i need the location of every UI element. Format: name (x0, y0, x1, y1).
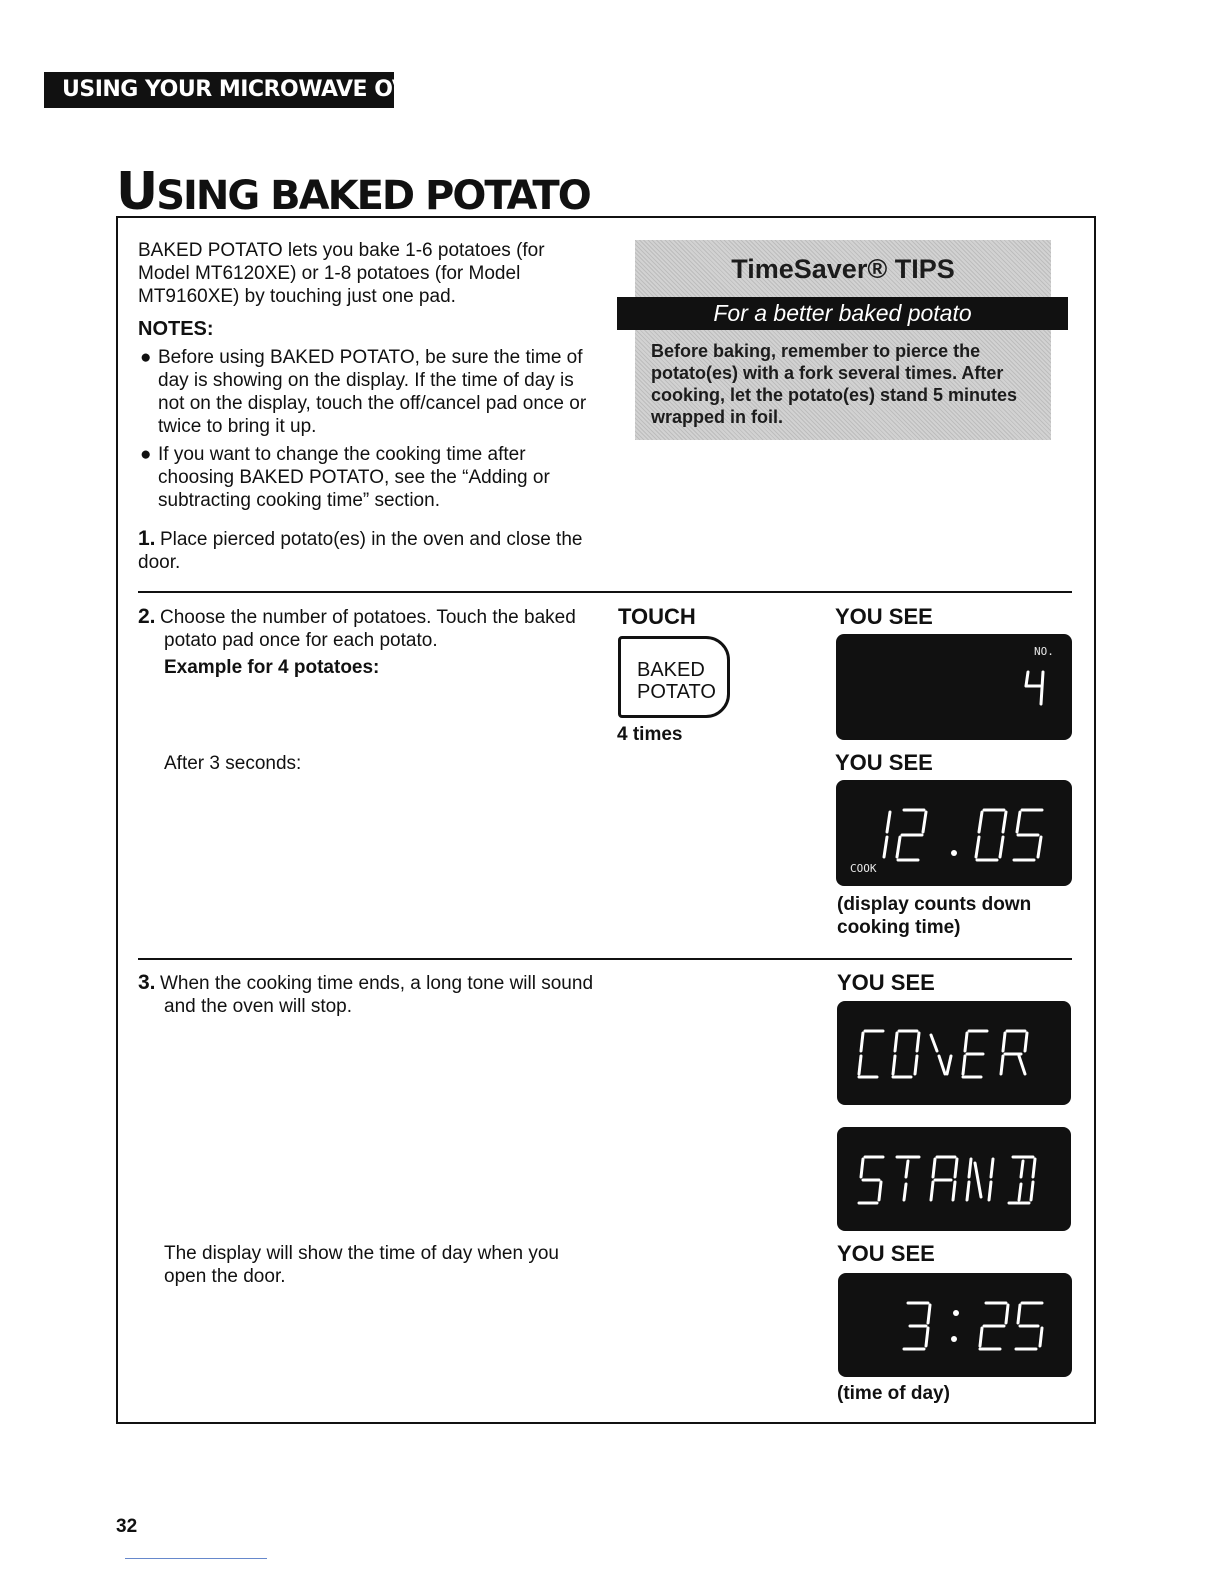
display-stand-segments (859, 1157, 1035, 1203)
digit-4 (1026, 672, 1043, 704)
tips-title: TimeSaver® TIPS (731, 254, 955, 284)
note-text: Before using BAKED POTATO, be sure the time of day is showing on the display. If the time of day is not on the display, touch the off/cancel pad once or twice to bring it up. (158, 347, 587, 437)
display-indicator: COOK (850, 862, 877, 875)
touch-heading: TOUCH (618, 604, 696, 629)
bullet-icon: ● (140, 444, 152, 465)
display-cover (837, 1001, 1071, 1105)
step-text: Place pierced potato(es) in the oven and close the door. (138, 529, 583, 573)
you-see-heading: YOU SEE (837, 970, 935, 995)
page-title-rest: SING BAKED POTATO (156, 173, 590, 219)
you-see-heading: YOU SEE (837, 1241, 935, 1266)
step-3-text-2: The display will show the time of day when you open the door. (164, 1243, 559, 1287)
colon-dot-top (953, 1310, 959, 1316)
page-title (116, 162, 590, 222)
display-cover-segments (859, 1031, 1027, 1077)
step-1 (138, 527, 588, 574)
tips-text: Before baking, remember to pierce the potato(es) with a fork several times. After cooking, let the potato(es) stand 5 minutes wrapped in foil. (651, 341, 1018, 427)
colon-dot-bottom (951, 1336, 957, 1342)
intro-text: BAKED POTATO lets you bake 1-6 potatoes (for Model MT6120XE) or 1-8 potatoes (for Model MT9160XE) by touching just one pad. (138, 240, 545, 307)
note-text: If you want to change the cooking time after choosing BAKED POTATO, see the “Adding or subtracting cooking time” section. (158, 444, 550, 511)
step-3 (138, 971, 604, 1018)
step-number: 3. (138, 971, 156, 994)
pad-label-line1: BAKED (637, 659, 705, 681)
display-stand (837, 1127, 1071, 1231)
tips-subtitle: For a better baked potato (617, 297, 1068, 330)
bullet-icon: ● (140, 347, 152, 368)
note-item (140, 346, 595, 438)
example-label: Example for 4 potatoes: (164, 657, 380, 678)
page-title-initial: U (116, 162, 157, 222)
digits-12-05 (884, 810, 1042, 860)
footer-line (125, 1558, 267, 1559)
divider (138, 591, 1072, 593)
note-item (140, 443, 595, 512)
step-number: 1. (138, 527, 156, 550)
display-indicator: NO. (1034, 645, 1054, 658)
notes-heading: NOTES: (138, 318, 214, 340)
you-see-heading: YOU SEE (835, 750, 933, 775)
display-count (836, 634, 1072, 740)
digits-3-25 (904, 1303, 1042, 1349)
step-number: 2. (138, 605, 156, 628)
section-header: USING YOUR MICROWAVE OVEN (44, 72, 394, 108)
after-label: After 3 seconds: (164, 753, 302, 774)
step-text: When the cooking time ends, a long tone will sound and the oven will stop. (159, 973, 594, 1017)
decimal-dot (951, 850, 957, 856)
display-caption: (display counts down cooking time) (837, 894, 1032, 938)
divider (138, 958, 1072, 960)
step-2 (138, 605, 584, 652)
tips-box (635, 240, 1051, 440)
display-caption: (time of day) (837, 1383, 950, 1404)
pad-label-line2: POTATO (637, 681, 716, 703)
notes-list (140, 346, 595, 517)
display-time-of-day (838, 1273, 1072, 1377)
step-text: Choose the number of potatoes. Touch the baked potato pad once for each potato. (159, 607, 576, 651)
baked-potato-pad[interactable] (618, 636, 730, 718)
you-see-heading: YOU SEE (835, 604, 933, 629)
page-number: 32 (116, 1516, 138, 1537)
pad-times: 4 times (617, 724, 683, 745)
display-cook-time (836, 780, 1072, 886)
